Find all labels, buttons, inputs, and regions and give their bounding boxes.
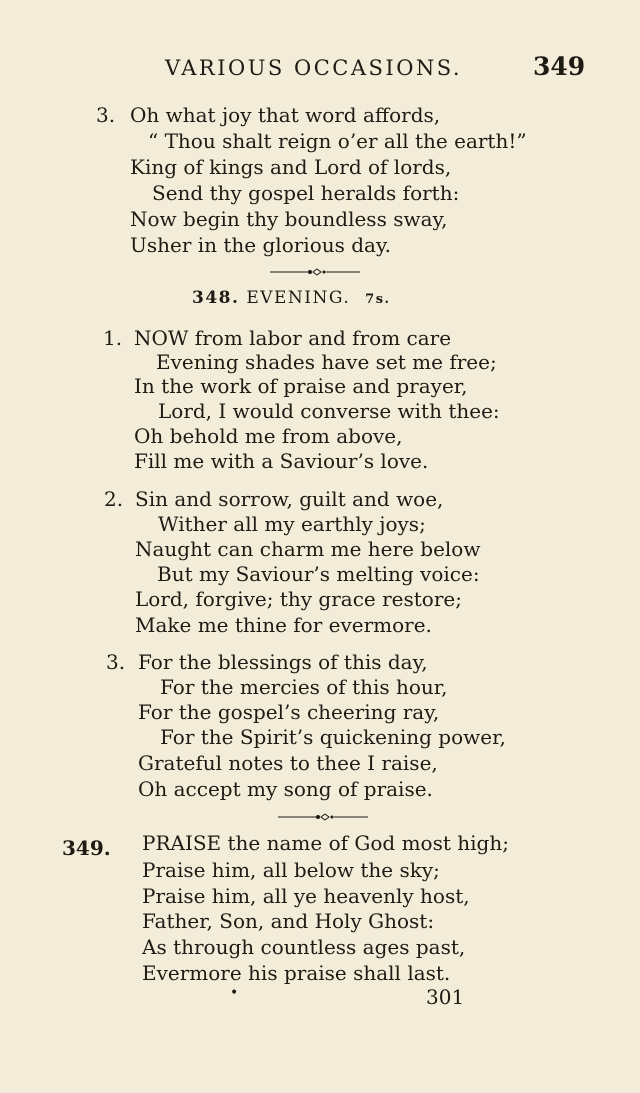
- hymn-line: Fill me with a Saviour’s love.: [134, 449, 429, 473]
- hymn-line: For the Spirit’s quickening power,: [160, 725, 506, 749]
- hymn-line: Oh behold me from above,: [134, 424, 403, 448]
- hymn-line: Oh accept my song of praise.: [138, 777, 433, 801]
- hymn-line: “ Thou shalt reign o’er all the earth!”: [148, 129, 527, 153]
- verse-number: 3.: [106, 650, 126, 674]
- hymn-name: EVENING.: [246, 288, 351, 308]
- hymn-line: Send thy gospel heralds forth:: [152, 181, 460, 205]
- ornament-divider: [270, 267, 360, 277]
- hymn-line: Grateful notes to thee I raise,: [138, 751, 438, 775]
- hymn-line: Praise him, all ye heavenly host,: [142, 884, 470, 908]
- hymn-line: For the mercies of this hour,: [160, 675, 448, 699]
- hymn-number: 349.: [62, 836, 111, 860]
- hymn-line: In the work of praise and prayer,: [134, 374, 468, 398]
- hymn-line: But my Saviour’s melting voice:: [157, 562, 480, 586]
- hymn-line: Make me thine for evermore.: [135, 613, 432, 637]
- hymn-line: For the gospel’s cheering ray,: [138, 700, 440, 724]
- hymn-line: Lord, forgive; thy grace restore;: [135, 587, 462, 611]
- hymn-line: Wither all my earthly joys;: [158, 512, 426, 536]
- hymn-title: [192, 288, 391, 308]
- running-header: VARIOUS OCCASIONS.: [165, 56, 463, 80]
- hymn-line: Evermore his praise shall last.: [142, 961, 451, 985]
- page-number: 349: [533, 52, 586, 81]
- hymn-line: For the blessings of this day,: [138, 650, 428, 674]
- hymn-line: Sin and sorrow, guilt and woe,: [135, 487, 444, 511]
- hymn-line: As through countless ages past,: [142, 935, 466, 959]
- hymn-line: Father, Son, and Holy Ghost:: [142, 909, 435, 933]
- hymn-line: Usher in the glorious day.: [130, 233, 391, 257]
- ornament-divider: [278, 812, 368, 822]
- sheet-number: 301: [426, 985, 465, 1009]
- hymn-line: King of kings and Lord of lords,: [130, 155, 452, 179]
- hymn-line: Evening shades have set me free;: [156, 350, 497, 374]
- hymn-line: NOW from labor and from care: [134, 326, 452, 350]
- hymn-meter: 7s.: [365, 292, 391, 307]
- verse-number: 2.: [104, 487, 124, 511]
- hymn-line: Lord, I would converse with thee:: [158, 399, 500, 423]
- signature-mark: •: [230, 985, 239, 1001]
- hymn-line: Praise him, all below the sky;: [142, 858, 440, 882]
- verse-number: 1.: [103, 326, 123, 350]
- hymn-line: Oh what joy that word affords,: [130, 103, 441, 127]
- hymn-number: 348.: [192, 288, 240, 308]
- verse-number: 3.: [96, 103, 116, 127]
- hymn-line: Naught can charm me here below: [135, 537, 481, 561]
- hymn-line: Now begin thy boundless sway,: [130, 207, 448, 231]
- hymn-line: PRAISE the name of God most high;: [142, 831, 509, 855]
